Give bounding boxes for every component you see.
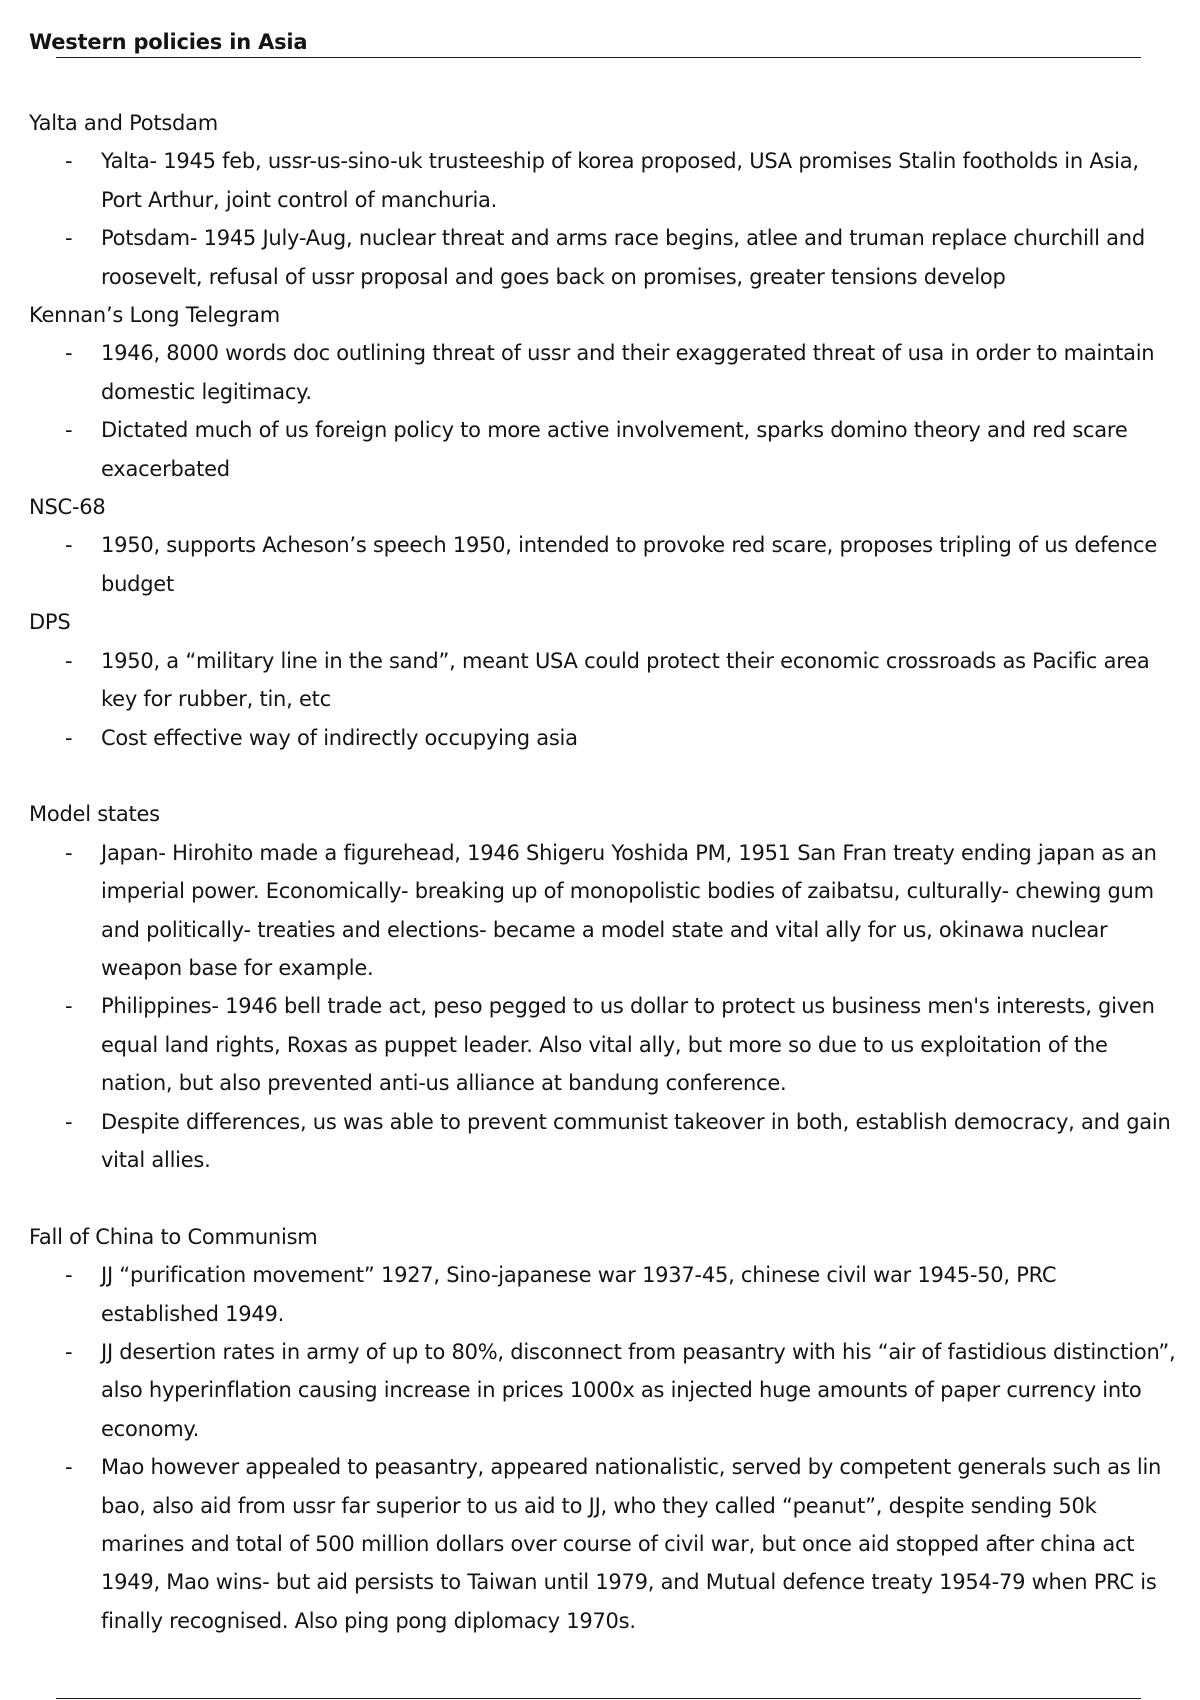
bullet-list [29,334,1179,488]
list-item-text: Dictated much of us foreign policy to more active involvement, sparks domino theory and red scare exacerbated [101,418,1128,481]
list-item [29,526,1179,603]
bullet-list [29,526,1179,603]
list-item-text: Potsdam- 1945 July-Aug, nuclear threat and arms race begins, atlee and truman replace churchill and roosevelt, refusal of ussr proposal and goes back on promises, greater tensions develop [101,226,1145,289]
list-item [29,219,1179,296]
list-item-text: Despite differences, us was able to prevent communist takeover in both, establish democracy, and gain vital allies. [101,1109,1171,1172]
page-bottom-rule [56,1698,1141,1699]
title-underline [56,57,1141,58]
bullet-list [29,834,1179,1180]
list-item [29,1333,1179,1448]
dash-bullet-icon: - [65,840,73,865]
section-kennan-telegram [29,296,1179,488]
list-item-text: Yalta- 1945 feb, ussr-us-sino-uk trusteeship of korea proposed, USA promises Stalin footholds in Asia, Port Arthur, joint control of manchuria. [101,149,1139,212]
list-item-text: 1950, supports Acheson’s speech 1950, intended to provoke red scare, proposes tripling of us defence budget [101,533,1157,596]
document-title: Western policies in Asia [29,30,308,54]
list-item [29,1256,1179,1333]
section-heading: DPS [29,610,71,635]
dash-bullet-icon: - [65,149,73,174]
list-item-text: JJ “purification movement” 1927, Sino-japanese war 1937-45, chinese civil war 1945-50, PRC established 1949. [101,1263,1057,1326]
list-item [29,1448,1179,1640]
dash-bullet-icon: - [65,533,73,558]
dash-bullet-icon: - [65,1455,73,1480]
section-heading: Yalta and Potsdam [29,111,218,135]
dash-bullet-icon: - [65,648,73,673]
dash-bullet-icon: - [65,418,73,443]
list-item-text: Mao however appealed to peasantry, appeared nationalistic, served by competent generals such as lin bao, also aid from ussr far superior to us aid to JJ, who they called “peanut”, despite sending 50k marines and total of 500 million dollars over course of civil war, but once aid stopped after china act 1949, Mao wins- but aid persists to Taiwan until 1979, and Mutual defence treaty 1954-79 when PRC is finally recognised. Also ping pong diplomacy 1970s. [101,1455,1162,1633]
list-item-text: Japan- Hirohito made a figurehead, 1946 Shigeru Yoshida PM, 1951 San Fran treaty ending japan as an imperial power. Economically- breaking up of monopolistic bodies of zaibatsu, culturally- chewing gum and politically- treaties and elections- became a model state and vital ally for us, okinawa nuclear weapon base for example. [101,840,1157,980]
section-fall-of-china [29,1218,1179,1640]
dash-bullet-icon: - [65,1339,73,1364]
list-item [29,411,1179,488]
dash-bullet-icon: - [65,1109,73,1134]
bullet-list [29,642,1179,757]
list-item [29,1103,1179,1180]
list-item-text: JJ desertion rates in army of up to 80%, disconnect from peasantry with his “air of fastidious distinction”, also hyperinflation causing increase in prices 1000x as injected huge amounts of paper currency into economy. [101,1339,1176,1441]
section-heading: Kennan’s Long Telegram [29,303,280,328]
dash-bullet-icon: - [65,725,73,750]
section-heading: Fall of China to Communism [29,1224,318,1249]
list-item [29,334,1179,411]
section-nsc-68 [29,488,1179,603]
list-item [29,142,1179,219]
list-item [29,642,1179,719]
section-model-states [29,795,1179,1179]
dash-bullet-icon: - [65,1263,73,1288]
list-item [29,987,1179,1102]
document-body [29,104,1179,1640]
section-yalta-potsdam [29,104,1179,296]
list-item-text: 1950, a “military line in the sand”, meant USA could protect their economic crossroads as Pacific area key for rubber, tin, etc [101,648,1150,712]
section-dps [29,603,1179,757]
dash-bullet-icon: - [65,226,73,251]
dash-bullet-icon: - [65,341,73,366]
list-item-text: Philippines- 1946 bell trade act, peso pegged to us dollar to protect us business men's interests, given equal land rights, Roxas as puppet leader. Also vital ally, but more so due to us exploitation of the nation, but also prevented anti-us alliance at bandung conference. [101,994,1155,1096]
dash-bullet-icon: - [65,994,73,1019]
section-heading: NSC-68 [29,495,106,520]
list-item [29,719,1179,757]
bullet-list [29,142,1179,296]
list-item-text: Cost effective way of indirectly occupying asia [101,725,578,750]
bullet-list [29,1256,1179,1640]
list-item [29,834,1179,988]
list-item-text: 1946, 8000 words doc outlining threat of ussr and their exaggerated threat of usa in order to maintain domestic legitimacy. [101,341,1155,404]
section-heading: Model states [29,802,160,827]
